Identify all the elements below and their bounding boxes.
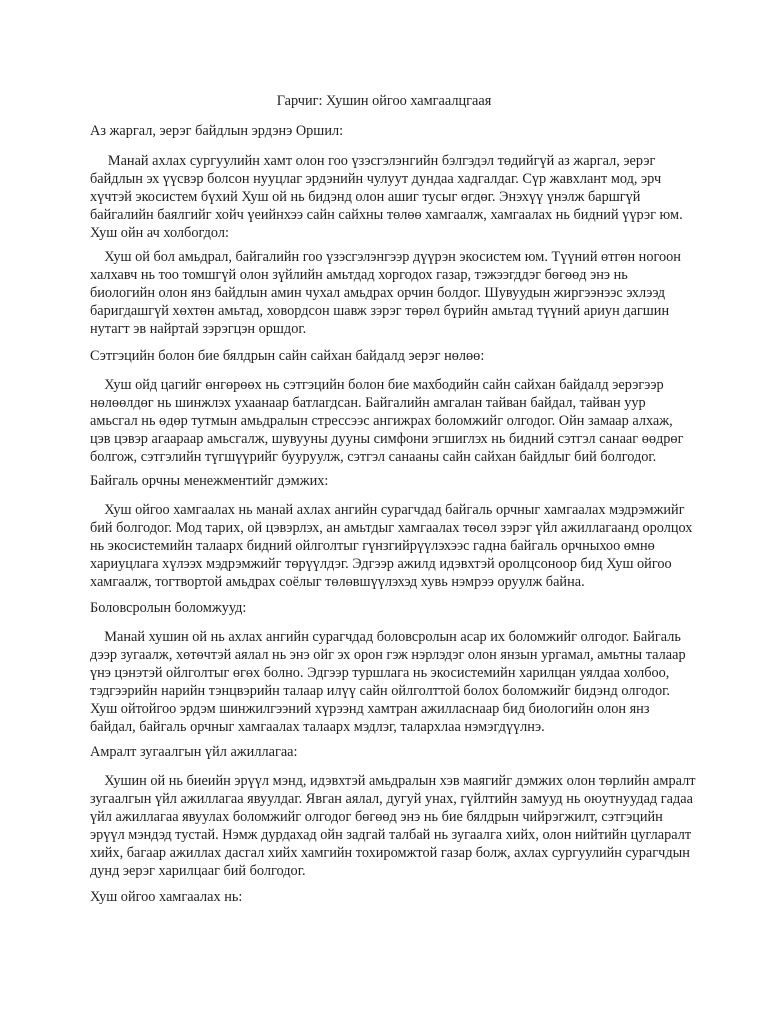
paragraph-line: хийх, багаар ажиллах дасгал хийх хамгийн тохиромжтой газар болж, ахлах сургуулийн сурагчдын bbox=[90, 845, 690, 861]
paragraph-line: Манай хушин ой нь ахлах ангийн сурагчдад боловсролын асар их боломжийг олгодог. Байгаль bbox=[90, 629, 681, 645]
paragraph-recreation bbox=[90, 772, 696, 880]
paragraph-line: бий болгодог. Мод тарих, ой цэвэрлэх, ан амьтдыг хамгаалах төсөл зэрэг үйл ажиллагаанд оролцох bbox=[90, 520, 693, 536]
paragraph-line: Хуш ой бол амьдрал, байгалийн гоо үзэсгэлэнгээр дүүрэн экосистем юм. Түүний өтгөн ногоон bbox=[90, 249, 681, 265]
paragraph-line: Хуш ойтойгоо эрдэм шинжилгээний хүрээнд хамтран ажилласнаар бид биологийн олон янз bbox=[90, 701, 650, 717]
section-heading-recreation: Амралт зугаалгын үйл ажиллагаа: bbox=[90, 744, 298, 760]
paragraph-introduction bbox=[90, 152, 690, 242]
paragraph-line: амьсгал нь өдөр тутмын амьдралын стрессээс ангижрах боломжийг олгодог. Ойн замаар алхаж, bbox=[90, 413, 673, 429]
paragraph-line: Манай ахлах сургуулийн хамт олон гоо үзэсгэлэнгийн бэлгэдэл төдийгүй аз жаргал, эерэг bbox=[90, 153, 656, 169]
paragraph-line: нь экосистемийн талаарх бидний ойлголтыг гүнзгийрүүлэхээс гадна байгаль орчныхоо өмнө bbox=[90, 538, 655, 554]
paragraph-line: Хушин ой нь биеийн эрүүл мэнд, идэвхтэй амьдралын хэв маягийг дэмжих олон төрлийн амралт bbox=[90, 773, 696, 789]
paragraph-line: эрүүл мэндэд тустай. Нэмж дурдахад ойн задгай талбай нь зугаалга хийх, олон нийтийн цугларалт bbox=[90, 827, 692, 843]
paragraph-line: байгалийн баялгийг хойч үеийнхээ сайн сайхны төлөө хамгаалж, хамгаалах нь бидний үүрэг юм. bbox=[90, 207, 683, 223]
section-heading-protection: Хуш ойгоо хамгаалах нь: bbox=[90, 889, 243, 905]
paragraph-line: хүчтэй экосистем бүхий Хуш ой нь бидэнд олон ашиг тусыг өгдөг. Энэхүү үнэлж баршгүй bbox=[90, 189, 641, 205]
section-heading-education: Боловсролын боломжууд: bbox=[90, 600, 247, 616]
paragraph-importance bbox=[90, 248, 690, 338]
paragraph-line: нутагт эв найртай зэрэгцэн оршдог. bbox=[90, 321, 307, 337]
section-heading-introduction: Аз жаргал, эерэг байдлын эрдэнэ Оршил: bbox=[90, 123, 344, 139]
section-heading-stewardship: Байгаль орчны менежментийг дэмжих: bbox=[90, 473, 329, 489]
paragraph-line: дунд эерэг харилцааг бий болгодог. bbox=[90, 863, 306, 879]
paragraph-line: баригдашгүй хөхтөн амьтад, ховордсон шавж зэрэг төрөл бүрийн амьтад түүний ариун дагшин bbox=[90, 303, 670, 319]
paragraph-line: үйл ажиллагаа явуулах боломжийг олгодог бөгөөд энэ нь бие бялдрын чийрэгжилт, сэтгэцийн bbox=[90, 809, 663, 825]
paragraph-line: болгож, сэтгэлийн түгшүүрийг бууруулж, сэтгэл санааны сайн сайхан байдлыг бий болгодог. bbox=[90, 449, 657, 465]
paragraph-line: тэдгээрийн нарийн тэнцвэрийн талаар илүү сайн ойлголттой болох боломжийг бидэнд олгодог. bbox=[90, 683, 670, 699]
paragraph-line: хамгаалж, тогтвортой амьдрах соёлыг төлөвшүүлэхэд хувь нэмрээ оруулж байна. bbox=[90, 574, 585, 590]
paragraph-line: нөлөөлдөг нь шинжлэх ухаанаар батлагдсан. Байгалийн амгалан тайван байдал, тайван уур bbox=[90, 395, 646, 411]
paragraph-education bbox=[90, 628, 690, 736]
paragraph-line: үнэ цэнэтэй ойлголтыг өгөх болно. Эдгээр туршлага нь экосистемийн харилцан уялдаа холбоо, bbox=[90, 665, 670, 681]
paragraph-line: Хуш ойд цагийг өнгөрөөх нь сэтгэцийн болон бие махбодийн сайн сайхан байдалд эерэгээр bbox=[90, 377, 664, 393]
paragraph-line: халхавч нь тоо томшгүй олон зүйлийн амьтдад хоргодох газар, тэжээгддэг бөгөөд энэ нь bbox=[90, 267, 628, 283]
paragraph-line: дээр зугаалж, хөтөчтэй аялал нь энэ ойг эх орон гэж нэрлэдэг олон янзын ургамал, амьтны талаар bbox=[90, 647, 686, 663]
paragraph-line: Хуш ойгоо хамгаалах нь манай ахлах ангийн сурагчдад байгаль орчныг хамгаалах мэдрэмжийг bbox=[90, 502, 685, 518]
paragraph-line: биологийн олон янз байдлын амин чухал амьдрах орчин болдог. Шувуудын жиргээнээс эхлээд bbox=[90, 285, 665, 301]
paragraph-line: байдал, байгаль орчныг хамгаалах талаарх мэдлэг, талархлаа нэмэгдүүлнэ. bbox=[90, 719, 545, 735]
paragraph-line: Хуш ойн ач холбогдол: bbox=[90, 225, 229, 241]
paragraph-wellbeing bbox=[90, 376, 690, 466]
paragraph-stewardship bbox=[90, 501, 693, 591]
paragraph-line: хариуцлага хүлээх мэдрэмжийг төрүүлдэг. Эдгээр ажилд идэвхтэй оролцсоноор бид Хуш ойгоо bbox=[90, 556, 672, 572]
paragraph-line: зугаалгын үйл ажиллагаа явуулдаг. Явган аялал, дугуй унах, гүйлтийн замууд нь оюутнуудад гадаа bbox=[90, 791, 693, 807]
paragraph-line: цэв цэвэр агаараар амьсгалж, шувууны дууны симфони эгшиглэх нь бидний сэтгэл санааг өөдрөг bbox=[90, 431, 684, 447]
paragraph-line: байдлын эх үүсвэр болсон нууцлаг эрдэнийн чулуут дундаа хадгалдаг. Сүр жавхлант мод, эрч bbox=[90, 171, 662, 187]
section-heading-wellbeing: Сэтгэцийн болон бие бялдрын сайн сайхан байдалд эерэг нөлөө: bbox=[90, 348, 485, 364]
document-title: Гарчиг: Хушин ойгоо хамгаалцгаая bbox=[276, 93, 492, 109]
